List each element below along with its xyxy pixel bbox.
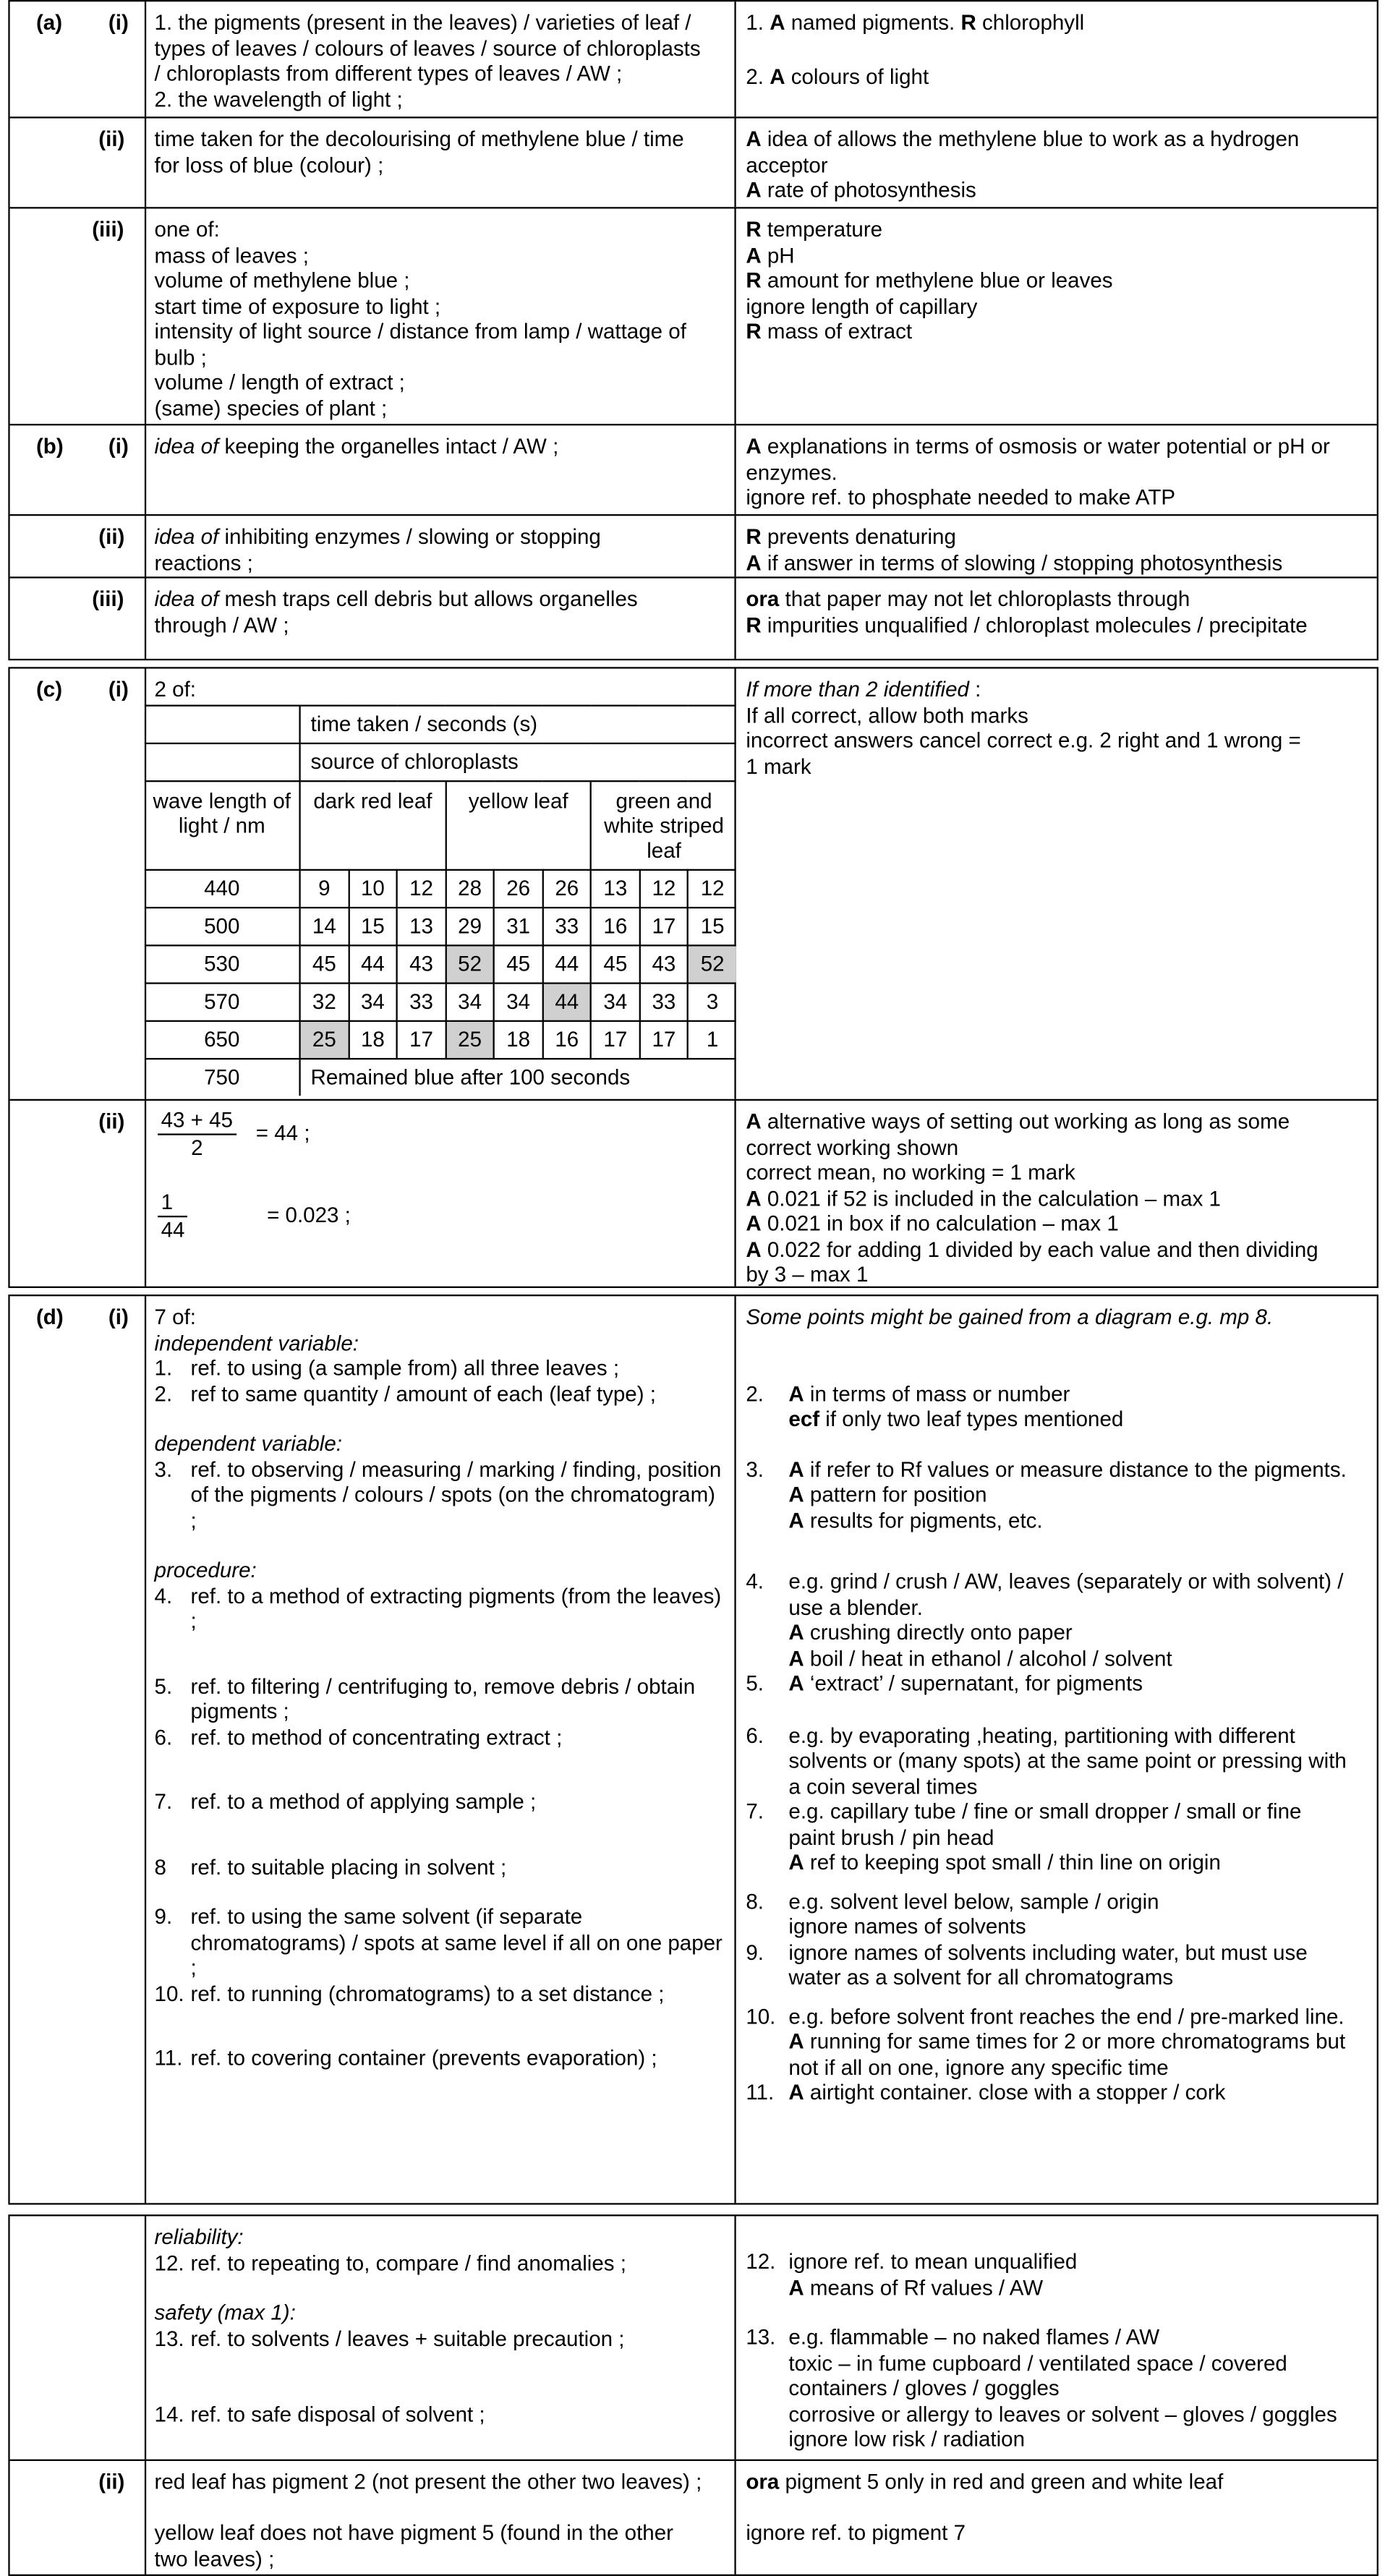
marking-point: 7. ref. to a method of applying sample ;: [154, 1788, 537, 1814]
marking-point: 12. ref. to repeating to, compare / find anomalies ;: [154, 2250, 626, 2275]
marking-point: 3. ref. to observing / measuring / marking / finding, position of the pigments / colours / spots (on the chromatogram) ;: [154, 1456, 722, 1532]
wavelength-cell: 500: [145, 908, 300, 945]
sub-label: (ii): [98, 1109, 125, 1134]
time-cell: 45: [591, 945, 639, 983]
answer-cell: [145, 2216, 736, 2459]
wavelength-cell: 530: [145, 945, 300, 983]
table-row: [145, 945, 736, 983]
time-cell: 33: [397, 984, 446, 1021]
time-cell: 43: [397, 945, 446, 983]
time-cell: 12: [397, 870, 446, 908]
time-cell: 34: [349, 984, 397, 1021]
notes-cell: R prevents denaturing A if answer in terms of slowing / stopping photosynthesis: [746, 524, 1283, 574]
time-cell: 43: [639, 945, 688, 983]
time-cell: 17: [591, 1021, 639, 1059]
row-a-ii: [10, 116, 1377, 207]
marking-note: 8. e.g. solvent level below, sample / origin ignore names of solvents: [746, 1888, 1159, 1939]
marking-note: 5. A ‘extract’ / supernatant, for pigments: [746, 1671, 1143, 1696]
notes-cell: A idea of allows the methylene blue to work as a hydrogen acceptor A rate of photosynthesis: [746, 126, 1300, 202]
marking-note: 2. A in terms of mass or number ecf if only two leaf types mentioned: [746, 1381, 1124, 1431]
time-cell: 45: [494, 945, 542, 983]
answer-cell: idea of inhibiting enzymes / slowing or stopping reactions ;: [145, 516, 736, 576]
marking-note: 7. e.g. capillary tube / fine or small dropper / small or fine paint brush / pin head A ref to keeping spot small / thin line on origin: [746, 1799, 1302, 1875]
time-cell: 33: [639, 984, 688, 1021]
sub-label: (iii): [92, 586, 124, 612]
marking-point: 4. ref. to a method of extracting pigments (from the leaves) ;: [154, 1582, 722, 1634]
table-row: [145, 870, 736, 908]
answer-cell: [145, 1101, 736, 1287]
answer-cell: [145, 669, 736, 1099]
time-cell: 32: [300, 984, 349, 1021]
part-label: (a): [35, 9, 63, 35]
row-a-iii: [10, 207, 1377, 424]
time-cell: 34: [446, 984, 494, 1021]
marking-point: 1. ref. to using (a sample from) all three leaves ;: [154, 1355, 620, 1381]
col-dark-red-leaf: dark red leaf: [300, 781, 446, 870]
section-heading: safety (max 1):: [154, 2300, 296, 2325]
time-cell: 13: [591, 870, 639, 908]
sub-label: (ii): [98, 524, 125, 549]
marking-note: 13. e.g. flammable – no naked flames / AW toxic – in fume cupboard / ventilated space / covered containers / gloves / goggles corrosive or allergy to leaves or solvent – gloves / goggles ignore low risk / radiation: [746, 2324, 1337, 2452]
time-cell: 14: [300, 908, 349, 945]
notes-cell: ora pigment 5 only in red and green and white leaf ignore ref. to pigment 7: [746, 2469, 1224, 2545]
part-label: (b): [35, 433, 64, 459]
time-cell: 26: [494, 870, 542, 908]
notes-cell: A alternative ways of setting out working as long as some correct working shown correct mean, no working = 1 mark A 0.021 if 52 is included in the calculation – max 1 A 0.021 in box if no calculation – max 1 A 0.022 for adding 1 divided by each value and then dividing by 3 – max 1: [746, 1109, 1318, 1287]
notes-cell: Some points might be gained from a diagram e.g. mp 8. 2. A in terms of mass or number ecf if only two leaf types mentioned 3. A if refer to Rf values or measure distance to the pigments. A pattern for position A results for pigments, etc. 4. e.g. grind / crush / AW, leaves (separately or with solvent) / use a blender. A crushing directly onto paper A boil / heat in ethanol / alcohol / solvent 5. A ‘extract’ / supernatant, for pigments 6. e.g. by evaporating ,heating, partitioning with different solvents or (many spots) at the same point or pressing with a coin several times 7. e.g. capillary tube / fine or small dropper / small or fine paint brush / pin head A ref to keeping spot small / thin line on origin 8. e.g. solvent level below, sample / origin ignore names of solvents 9. ignore names of solvents including water, but must use water as a solvent for all chromatograms 10. e.g. before solvent front reaches the end / pre-marked line. A running for same times for 2 or more chromatograms but not if all on one, ignore any specific time 11. A airtight container. close with a stopper / cork: [736, 1296, 1377, 2203]
time-cell: 25: [300, 1021, 349, 1059]
section-d-continued-block: [8, 2214, 1378, 2576]
header-source: source of chloroplasts: [300, 743, 736, 781]
marking-point: 8 ref. to suitable placing in solvent ;: [154, 1854, 507, 1879]
row-a-i: [10, 1, 1377, 116]
sub-label: (i): [108, 9, 129, 35]
time-cell: 45: [300, 945, 349, 983]
time-cell: 31: [494, 908, 542, 945]
time-cell: 15: [349, 908, 397, 945]
time-cell: 29: [446, 908, 494, 945]
section-heading: independent variable:: [154, 1329, 359, 1355]
row-b-i: [10, 424, 1377, 514]
sub-label: (ii): [98, 126, 125, 151]
time-cell: 26: [542, 870, 591, 908]
reciprocal-calculation: $\frac{1}{44}$ = 0.023 ;: [158, 1190, 351, 1242]
time-cell: 44: [542, 945, 591, 983]
row-d-i: [10, 1296, 1377, 2203]
answer-cell: idea of keeping the organelles intact / AW ;: [145, 425, 736, 514]
sub-label: (ii): [98, 2469, 125, 2494]
time-cell: 18: [349, 1021, 397, 1059]
row-b-iii: [10, 576, 1377, 659]
row-b-ii: [10, 514, 1377, 576]
time-cell: 25: [446, 1021, 494, 1059]
section-heading: dependent variable:: [154, 1430, 342, 1456]
row-d-ii: [10, 2460, 1377, 2575]
header-time: time taken / seconds (s): [300, 706, 736, 743]
time-cell: 52: [446, 945, 494, 983]
answer-cell: idea of mesh traps cell debris but allows organelles through / AW ;: [145, 579, 736, 659]
wavelength-cell: 440: [145, 870, 300, 908]
time-cell: 13: [397, 908, 446, 945]
wavelength-cell: 750: [145, 1059, 300, 1096]
notes-cell: [736, 2216, 1377, 2459]
time-cell: 1: [688, 1021, 736, 1059]
section-heading: procedure:: [154, 1557, 257, 1582]
marking-point: 9. ref. to using the same solvent (if separate chromatograms) / spots at same level if all on one paper ;: [154, 1903, 723, 1980]
time-cell: 28: [446, 870, 494, 908]
sub-label: (i): [108, 676, 129, 701]
row-c-i: [10, 669, 1377, 1099]
marking-point: 10. ref. to running (chromatograms) to a set distance ;: [154, 1980, 665, 2005]
time-cell: 10: [349, 870, 397, 908]
sub-label: (i): [108, 1304, 129, 1329]
sub-label: (iii): [92, 216, 124, 242]
marking-note: 6. e.g. by evaporating ,heating, partitioning with different solvents or (many spots) at the same point or pressing with a coin several times: [746, 1722, 1347, 1799]
time-cell: 9: [300, 870, 349, 908]
time-cell: 16: [542, 1021, 591, 1059]
wavelength-cell: 570: [145, 984, 300, 1021]
time-cell: 12: [639, 870, 688, 908]
time-cell: 34: [494, 984, 542, 1021]
sub-label: (i): [108, 433, 129, 459]
time-cell: 18: [494, 1021, 542, 1059]
notes-cell: A explanations in terms of osmosis or water potential or pH or enzymes. ignore ref. to phosphate needed to make ATP: [746, 433, 1330, 510]
time-cell: 17: [639, 1021, 688, 1059]
results-table: [145, 705, 736, 1096]
table-row: [145, 984, 736, 1021]
time-cell: 3: [688, 984, 736, 1021]
mean-calculation: $\frac{43 + 45}{2}$ = 44 ;: [158, 1107, 310, 1160]
time-cell: 15: [688, 908, 736, 945]
marking-point: 2. ref to same quantity / amount of each (leaf type) ;: [154, 1381, 656, 1406]
answer-cell: one of: mass of leaves ; volume of methylene blue ; start time of exposure to light ; intensity of light source / distance from lamp / wattage of bulb ; volume / length of extract ; (same) species of plant ;: [145, 208, 736, 424]
time-cell: 33: [542, 908, 591, 945]
time-cell: 12: [688, 870, 736, 908]
marking-note: 12. ignore ref. to mean unqualified A means of Rf values / AW: [746, 2248, 1078, 2300]
marking-note: 4. e.g. grind / crush / AW, leaves (separately or with solvent) / use a blender. A crushing directly onto paper A boil / heat in ethanol / alcohol / solvent: [746, 1569, 1344, 1671]
row-d-i-continued: [10, 2216, 1377, 2459]
notes-cell: ora that paper may not let chloroplasts through R impurities unqualified / chloroplast molecules / precipitate: [746, 586, 1308, 637]
part-label: (c): [35, 676, 63, 701]
part-label: (d): [35, 1304, 64, 1329]
time-cell: 34: [591, 984, 639, 1021]
notes-cell: 1. A named pigments. R chlorophyll 2. A colours of light: [746, 9, 1085, 89]
col-wavelength: wave length of light / nm: [145, 781, 300, 870]
section-c-block: [8, 667, 1378, 1288]
notes-cell: If more than 2 identified : If all correct, allow both marks incorrect answers cancel correct e.g. 2 right and 1 wrong = 1 mark: [746, 676, 1301, 778]
table-row: [145, 1021, 736, 1059]
col-yellow-leaf: yellow leaf: [446, 781, 591, 870]
marking-point: 5. ref. to filtering / centrifuging to, remove debris / obtain pigments ;: [154, 1673, 696, 1723]
marking-note: 11. A airtight container. close with a stopper / cork: [746, 2079, 1226, 2104]
marking-point: 14. ref. to safe disposal of solvent ;: [154, 2402, 485, 2427]
marking-point: 6. ref. to method of concentrating extract ;: [154, 1724, 563, 1749]
time-cell: 44: [542, 984, 591, 1021]
time-cell: 52: [688, 945, 736, 983]
section-a-b-block: [8, 0, 1378, 660]
notes-cell: R temperature A pH R amount for methylene blue or leaves ignore length of capillary R mass of extract: [746, 216, 1113, 344]
time-cell: 16: [591, 908, 639, 945]
answer-cell: time taken for the decolourising of methylene blue / time for loss of blue (colour) ;: [145, 119, 736, 208]
marking-note: 10. e.g. before solvent front reaches the end / pre-marked line. A running for same times for 2 or more chromatograms but not if all on one, ignore any specific time: [746, 2003, 1346, 2079]
remained-blue-cell: Remained blue after 100 seconds: [300, 1059, 736, 1096]
marking-note: 3. A if refer to Rf values or measure distance to the pigments. A pattern for position A results for pigments, etc.: [746, 1456, 1347, 1532]
answer-cell: red leaf has pigment 2 (not present the other two leaves) ; yellow leaf does not have pigment 5 (found in the other two leaves) ;: [145, 2461, 736, 2575]
wavelength-cell: 650: [145, 1021, 300, 1059]
row-c-ii: [10, 1099, 1377, 1287]
marking-note: 9. ignore names of solvents including water, but must use water as a solvent for all chromatograms: [746, 1939, 1308, 1989]
lead-text: 2 of:: [154, 676, 197, 701]
time-cell: 17: [397, 1021, 446, 1059]
time-cell: 44: [349, 945, 397, 983]
section-heading: reliability:: [154, 2224, 244, 2249]
section-d-block: [8, 1295, 1378, 2204]
time-cell: 17: [639, 908, 688, 945]
answer-cell: 7 of: independent variable: 1. ref. to using (a sample from) all three leaves ; 2. ref to same quantity / amount of each (leaf type) ; dependent variable: 3. ref. to observing / measuring / marking / finding, position of the pigments / colours / spots (on the chromatogram) ; procedure: 4. ref. to a method of extracting pigments (from the leaves) ; 5. ref. to filtering / centrifuging to, remove debris / obtain pigments ; 6. ref. to method of concentrating extract ; 7. ref. to a method of applying sample ; 8 ref. to suitable placing in solvent ; 9. ref. to using the same solvent (if separate chromatograms) / spots at same level if all on one paper ; 10. ref. to running (chromatograms) to a set distance ; 11. ref. to covering container (prevents evaporation) ;: [145, 1296, 736, 2203]
col-green-white-leaf: green and white striped leaf: [591, 781, 736, 870]
marking-point: 13. ref. to solvents / leaves + suitable precaution ;: [154, 2325, 625, 2350]
table-row: [145, 908, 736, 945]
answer-cell: 1. the pigments (present in the leaves) / varieties of leaf / types of leaves / colours of leaves / source of chloroplasts / chloroplasts from different types of leaves / AW ; 2. the wavelength of light ;: [145, 1, 736, 116]
marking-point: 11. ref. to covering container (prevents evaporation) ;: [154, 2045, 657, 2070]
